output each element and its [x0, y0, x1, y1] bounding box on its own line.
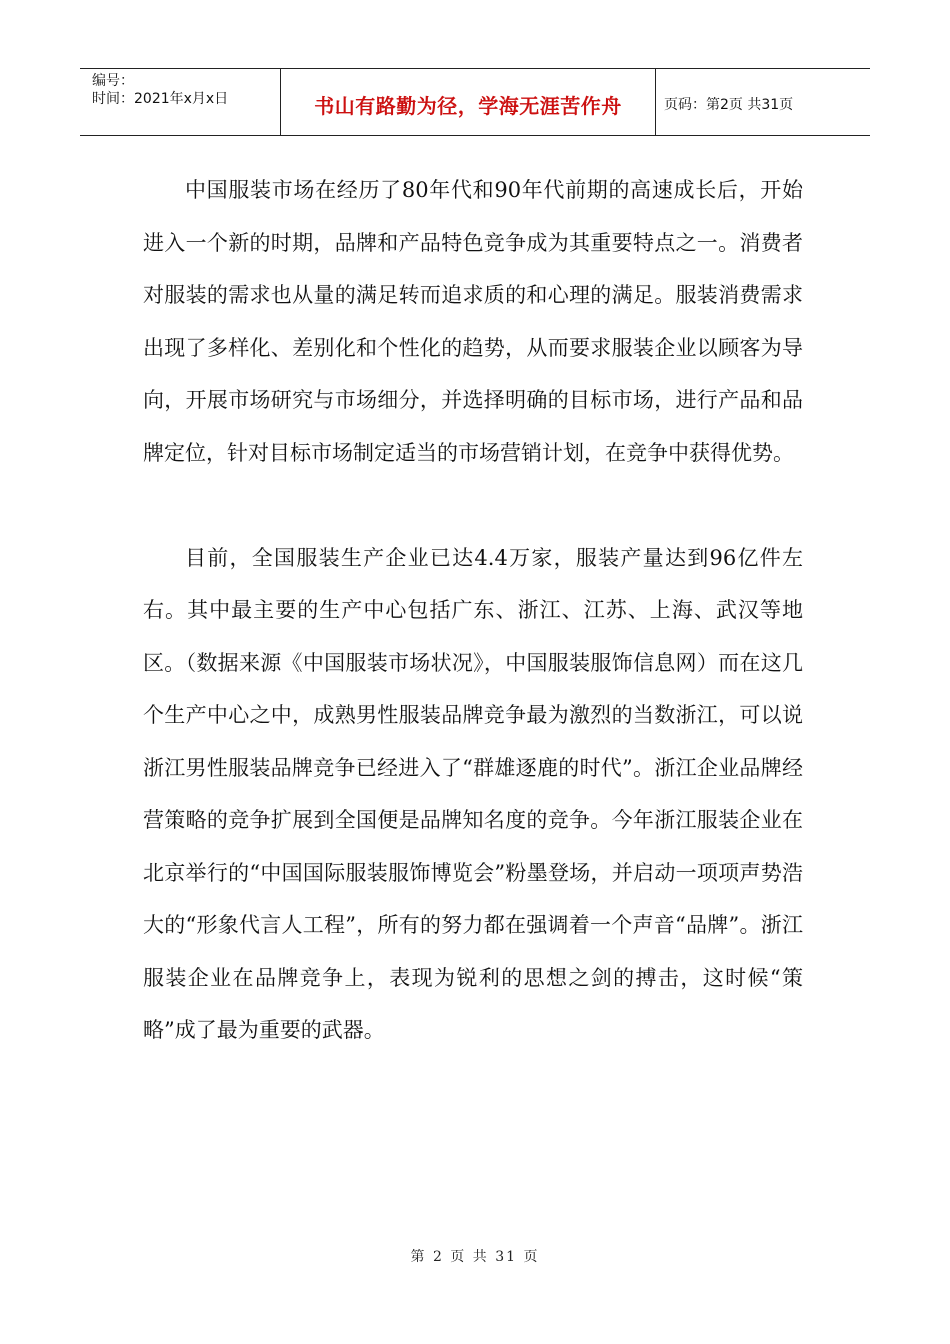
header-motto: 书山有路勤为径，学海无涯苦作舟	[314, 93, 622, 118]
header-page-cell	[656, 69, 870, 135]
body-paragraph-2: 目前，全国服装生产企业已达4.4万家，服装产量达到96亿件左右。其中最主要的生产中心包括广东、浙江、江苏、上海、武汉等地区。（数据来源《中国服装市场状况》，中国服装服饰信息网）而在这几个生产中心之中，成熟男性服装品牌竞争最为激烈的当数浙江，可以说浙江男性服装品牌竞争已经进入了“群雄逐鹿的时代”。浙江企业品牌经营策略的竞争扩展到全国便是品牌知名度的竞争。今年浙江服装企业在北京举行的“中国国际服装服饰博览会”粉墨登场，并启动一项项声势浩大的“形象代言人工程”，所有的努力都在强调着一个声音“品牌”。浙江服装企业在品牌竞争上，表现为锐利的思想之剑的搏击，这时候“策略”成了最为重要的武器。	[143, 545, 803, 1042]
body-paragraph-1: 中国服装市场在经历了80年代和90年代前期的高速成长后，开始进入一个新的时期，品牌和产品特色竞争成为其重要特点之一。消费者对服装的需求也从量的满足转而追求质的和心理的满足。服装消费需求出现了多样化、差别化和个性化的趋势，从而要求服装企业以顾客为导向，开展市场研究与市场细分，并选择明确的目标市场，进行产品和品牌定位，针对目标市场制定适当的市场营销计划，在竞争中获得优势。	[143, 178, 803, 465]
page-footer: 第 2 页 共 31 页	[410, 1249, 540, 1265]
document-number-label: 编号：	[92, 73, 134, 89]
header-page-code: 页码：第2页 共31页	[664, 97, 794, 113]
document-header	[80, 68, 870, 136]
document-time-label: 时间：2021年x月x日	[92, 91, 229, 107]
header-meta-cell	[80, 69, 281, 135]
header-motto-cell	[281, 69, 656, 135]
document-body	[143, 164, 803, 1057]
